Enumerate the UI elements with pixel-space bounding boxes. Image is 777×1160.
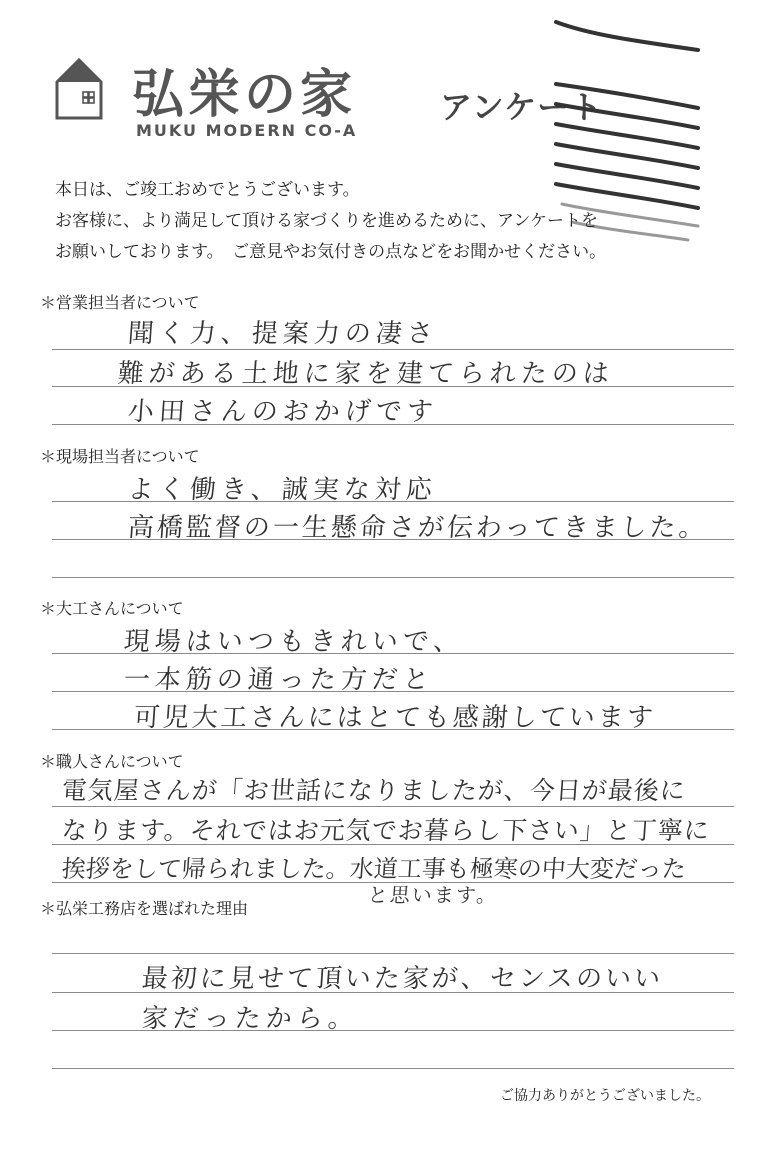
answer-line bbox=[52, 577, 734, 578]
answer-site-manager-2: 高橋監督の一生懸命さが伝わってきました。 bbox=[126, 513, 709, 543]
house-logo-icon bbox=[55, 58, 103, 120]
answer-craftsmen-4: と思います。 bbox=[367, 883, 500, 907]
brand-title: 弘栄の家 bbox=[132, 65, 357, 125]
answer-sales-2: 難がある土地に家を建てられたのは bbox=[116, 359, 615, 389]
section-label-carpenter: ＊大工さんについて bbox=[40, 599, 184, 618]
section-label-site-manager: ＊現場担当者について bbox=[40, 447, 200, 466]
intro-line: 本日は、ご竣工おめでとうございます。 bbox=[55, 180, 360, 200]
intro-line: お願いしております。 ご意見やお気付きの点などをお聞かせください。 bbox=[55, 242, 607, 262]
thanks-message: ご協力ありがとうございました。 bbox=[500, 1088, 710, 1104]
answer-line bbox=[52, 1068, 734, 1069]
brand-subtitle: MUKU MODERN CO-A bbox=[136, 121, 358, 140]
answer-carpenter-2: 一本筋の通った方だと bbox=[122, 665, 435, 695]
answer-reason-1: 最初に見せて頂いた家が、センスのいい bbox=[140, 964, 665, 994]
document-type-title: アンケート bbox=[440, 88, 604, 126]
intro-text bbox=[55, 175, 755, 268]
answer-sales-1: 聞く力、提案力の凄さ bbox=[126, 319, 439, 349]
answer-line bbox=[52, 953, 734, 954]
section-label-craftsmen: ＊職人さんについて bbox=[40, 752, 184, 771]
section-label-sales: ＊営業担当者について bbox=[40, 293, 200, 312]
answer-craftsmen-2: なります。それではお元気でお暮らし下さい」と丁寧に bbox=[60, 816, 711, 845]
answer-reason-2: 家だったから。 bbox=[140, 1004, 360, 1034]
answer-craftsmen-3: 挨拶をして帰られました。水道工事も極寒の中大変だった bbox=[60, 855, 687, 883]
answer-craftsmen-1: 電気屋さんが「お世話になりましたが、今日が最後に bbox=[60, 776, 687, 805]
section-label-reason: ＊弘栄工務店を選ばれた理由 bbox=[40, 899, 249, 918]
intro-line: お客様に、より満足して頂ける家づくりを進めるために、アンケートを bbox=[55, 211, 598, 231]
answer-sales-3: 小田さんのおかげです bbox=[126, 397, 439, 427]
answer-carpenter-1: 現場はいつもきれいで、 bbox=[122, 627, 466, 657]
answer-carpenter-3: 可児大工さんにはとても感謝しています bbox=[132, 703, 657, 733]
answer-site-manager-1: よく働き、誠実な対応 bbox=[126, 475, 438, 505]
